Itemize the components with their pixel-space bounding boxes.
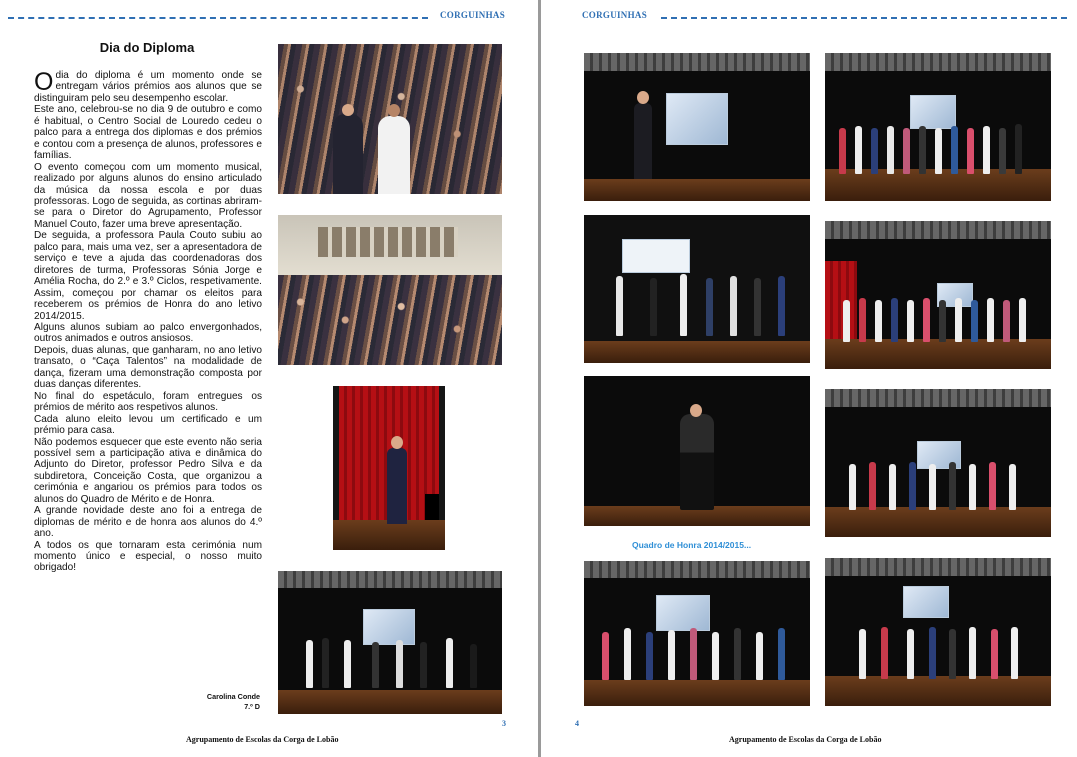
author-class: 7.º D xyxy=(244,702,260,711)
author-name: Carolina Conde xyxy=(206,692,260,701)
article-title: Dia do Diploma xyxy=(99,40,195,55)
left-page xyxy=(0,0,538,757)
photo-honor-students-4 xyxy=(825,558,1051,706)
photo-honor-students-1 xyxy=(825,53,1051,201)
footer-text-right: Agrupamento de Escolas da Corga de Lobão xyxy=(729,735,882,744)
photo-audience-front xyxy=(278,44,502,194)
page-number-right: 4 xyxy=(575,719,579,728)
article-paragraph: Odia do diploma é um momento onde se entregam vários prémios aos alunos que se distinguiram pelo seu desempenho escolar. xyxy=(34,68,262,104)
photo-caption: Quadro de Honra 2014/2015... xyxy=(632,540,752,550)
article-paragraph: Cada aluno eleito levou um certificado e um prémio para casa. xyxy=(34,413,262,437)
article-paragraph: A grande novidade deste ano foi a entrega de diplomas de mérito e de honra aos alunos do 4.º ano. xyxy=(34,505,262,540)
photo-honor-students-3 xyxy=(825,389,1051,537)
article-body xyxy=(34,70,262,574)
article-paragraph: O evento começou com um momento musical, realizado por alguns alunos do ensino articulado da música da nossa escola e por duas professoras. Logo de seguida, as cortinas abriram-se para o Diretor do Agrupamento, Professor Manuel Couto, fazer uma breve apresentação. xyxy=(34,161,262,230)
photo-audience-hall xyxy=(278,215,502,365)
article-paragraph: A todos os que tornaram esta cerimónia num momento único e especial, o nosso muito obrigado! xyxy=(34,539,262,574)
article-paragraph: Depois, duas alunas, que ganharam, no ano letivo transato, o “Caça Talentos” na modalidade de dança, fizeram uma demonstração composta por duas danças diferentes. xyxy=(34,344,262,391)
article-paragraph: No final do espetáculo, foram entregues os prémios de mérito aos respetivos alunos. xyxy=(34,390,262,414)
photo-presenter-microphone xyxy=(584,53,810,201)
running-head-left: CORGUINHAS xyxy=(440,10,506,20)
running-head-right: CORGUINHAS xyxy=(582,10,648,20)
photo-honor-students-2 xyxy=(825,221,1051,369)
header-rule-left xyxy=(8,17,428,19)
photo-primary-students xyxy=(584,561,810,706)
photo-musicians xyxy=(278,571,502,714)
page-number-left: 3 xyxy=(502,719,506,728)
photo-singer-dress xyxy=(584,376,810,526)
author-signature xyxy=(160,692,260,712)
photo-speaker-curtain xyxy=(333,386,445,550)
footer-text-left: Agrupamento de Escolas da Corga de Lobão xyxy=(186,735,339,744)
article-paragraph: Alguns alunos subiam ao palco envergonhados, outros animados e outros ansiosos. xyxy=(34,321,262,345)
header-rule-right xyxy=(661,17,1067,19)
article-paragraph: De seguida, a professora Paula Couto subiu ao palco para, mais uma vez, ser a apresentadora de serviço e teve a ajuda das coordenadoras dos diretores de turma, Professoras Sónia Jorge e Amélia Rocha, do 2.º e 3.º Ciclos, respetivamente. Assim, começou por chamar os eleitos para receberem os prémios de Honra do ano letivo 2014/2015. xyxy=(34,230,262,322)
dropcap: O xyxy=(34,68,54,96)
article-paragraph: Este ano, celebrou-se no dia 9 de outubro e como é habitual, o Centro Social de Louredo cedeu o palco para a entrega dos diplomas e dos prémios e contou com a presença de alunos, professores e famílias. xyxy=(34,104,262,162)
photo-dancers-stage xyxy=(584,215,810,363)
article-paragraph: Não podemos esquecer que este evento não seria possível sem a participação ativa e dinâmica do Adjunto do Diretor, professor Pedro Silva e da subdiretora, Conceição Costa, que organizou a cerimónia e angariou os prémios para todos os alunos do Quadro de Mérito e de Honra. xyxy=(34,436,262,505)
